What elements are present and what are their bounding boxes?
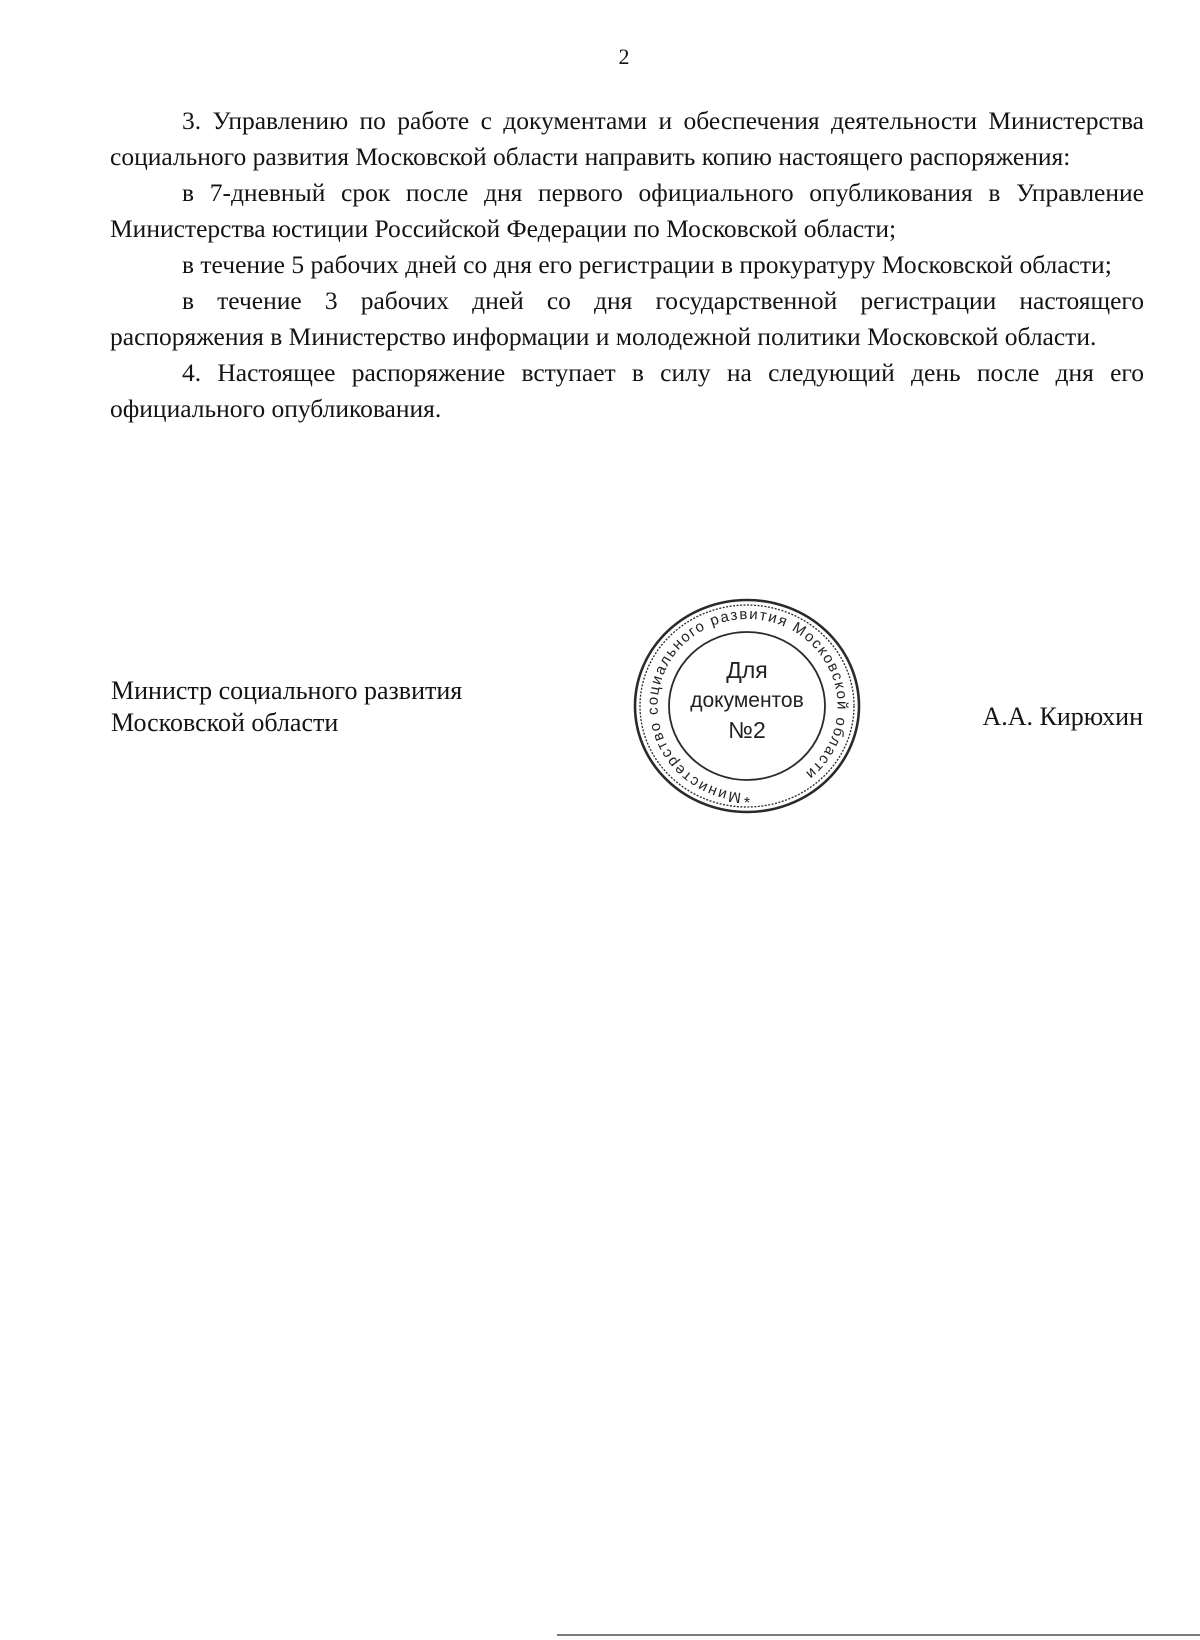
stamp-line-3: №2 [728, 717, 766, 743]
signatory-title-line-2: Московской области [111, 708, 339, 737]
official-stamp [630, 596, 864, 820]
stamp-line-2: документов [690, 689, 804, 712]
stamp-line-1: Для [726, 657, 768, 683]
signatory-name: А.А. Кирюхин [982, 702, 1143, 731]
bottom-scan-edge [557, 1634, 1200, 1636]
paragraph-3-item-3: в течение 3 рабочих дней со дня государственной регистрации настоящего распоряжения в Министерство информации и молодежной политики Московской области. [110, 286, 1144, 351]
document-body [110, 103, 1144, 427]
signatory-title [111, 675, 462, 739]
stamp-star-text: * [743, 795, 751, 812]
stamp-seal-icon [630, 596, 864, 820]
paragraph-3-item-1: в 7-дневный срок после дня первого официального опубликования в Управление Министерства юстиции Российской Федерации по Московской области; [110, 178, 1144, 243]
signatory-title-line-1: Министр социального развития [111, 676, 463, 705]
page-number: 2 [618, 44, 630, 69]
paragraph-3: 3. Управлению по работе с документами и обеспечения деятельности Министерства социального развития Московской области направить копию настоящего распоряжения: [110, 106, 1144, 171]
paragraph-3-item-2: в течение 5 рабочих дней со дня его регистрации в прокуратуру Московской области; [182, 250, 1112, 279]
stamp-ring-text: Министерство социального развития Московской области [644, 605, 851, 806]
paragraph-4: 4. Настоящее распоряжение вступает в силу на следующий день после дня его официального опубликования. [110, 358, 1144, 423]
